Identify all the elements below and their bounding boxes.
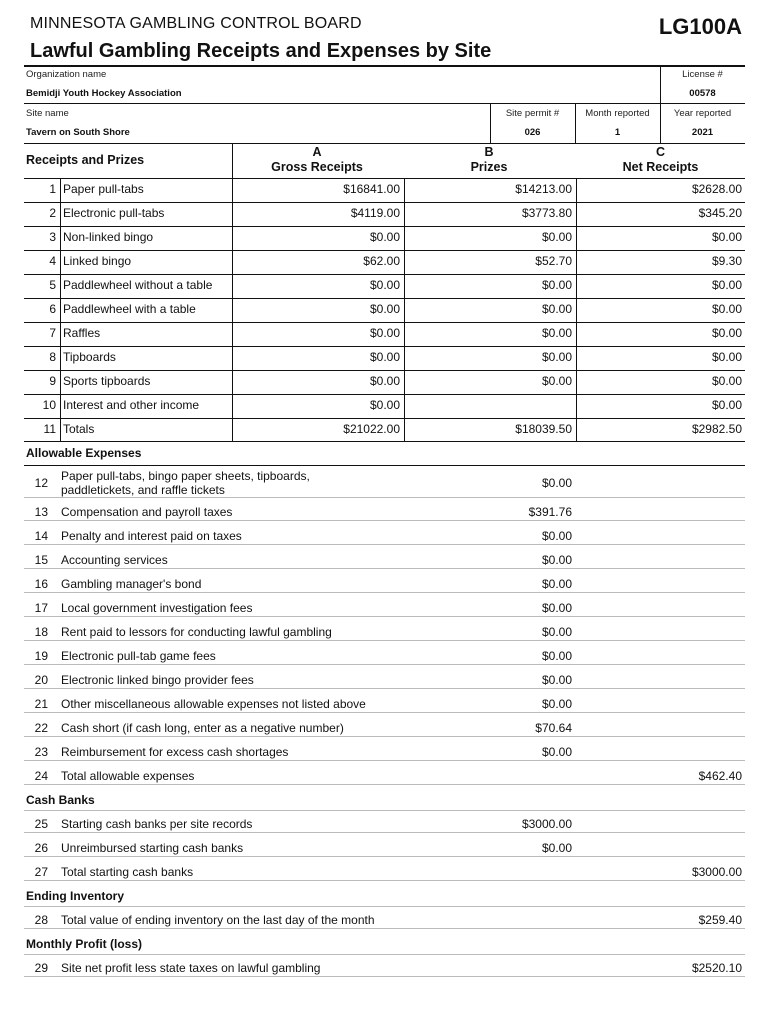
row-divider <box>24 568 745 569</box>
col-b-header <box>404 145 574 175</box>
line-number: 5 <box>49 278 56 292</box>
gross-receipts-value[interactable]: $0.00 <box>369 302 400 316</box>
expense-amount[interactable]: $0.00 <box>541 697 572 711</box>
row-divider <box>24 784 745 785</box>
net-receipts-value[interactable]: $2628.00 <box>691 182 742 196</box>
line-number: 11 <box>43 422 56 436</box>
net-receipts-value[interactable]: $0.00 <box>711 302 742 316</box>
form-id: LG100A <box>658 14 742 39</box>
line-number: 17 <box>34 601 48 615</box>
line-number: 15 <box>34 553 48 567</box>
net-receipts-value[interactable]: $0.00 <box>711 350 742 364</box>
line-number: 22 <box>34 721 48 735</box>
col-c-letter: C <box>655 145 666 159</box>
section-divider <box>24 810 745 811</box>
line-number: 10 <box>42 398 56 412</box>
month-reported-label: Month reported <box>585 108 650 119</box>
col-a-letter: A <box>312 145 322 159</box>
line-label: Gambling manager's bond <box>61 577 202 591</box>
line-number: 28 <box>34 913 48 927</box>
row-divider <box>24 712 745 713</box>
row-12-label <box>61 469 310 497</box>
row-divider <box>24 664 745 665</box>
row-divider <box>24 688 745 689</box>
line-label: Site net profit less state taxes on lawful gambling <box>61 961 321 975</box>
gross-receipts-value[interactable]: $0.00 <box>369 278 400 292</box>
prizes-value[interactable]: $0.00 <box>541 350 572 364</box>
prizes-value[interactable]: $0.00 <box>541 278 572 292</box>
prizes-value[interactable]: $14213.00 <box>515 182 572 196</box>
profit-section-label: Monthly Profit (loss) <box>26 937 142 951</box>
row-divider <box>24 298 745 299</box>
prizes-value[interactable]: $18039.50 <box>515 422 572 436</box>
line-number: 23 <box>34 745 48 759</box>
row-divider <box>24 736 745 737</box>
line-number: 2 <box>49 206 56 220</box>
col-a-title: Gross Receipts <box>271 160 363 174</box>
row-divider <box>24 616 745 617</box>
expense-amount[interactable]: $0.00 <box>541 601 572 615</box>
month-reported-value[interactable]: 1 <box>614 127 621 138</box>
expense-amount[interactable]: $0.00 <box>541 577 572 591</box>
prizes-value[interactable]: $0.00 <box>541 302 572 316</box>
line-number: 9 <box>49 374 56 388</box>
section-divider <box>24 906 745 907</box>
line-label: Totals <box>63 422 95 436</box>
net-receipts-value[interactable]: $2982.50 <box>691 422 742 436</box>
line-label: Total value of ending inventory on the last day of the month <box>61 913 375 927</box>
line-label: Reimbursement for excess cash shortages <box>61 745 289 759</box>
site-permit-value[interactable]: 026 <box>524 127 541 138</box>
site-name-value[interactable]: Tavern on South Shore <box>26 127 130 138</box>
gross-receipts-value[interactable]: $0.00 <box>369 350 400 364</box>
section-total[interactable]: $259.40 <box>698 913 742 927</box>
col-b-letter: B <box>484 145 494 159</box>
line-number: 7 <box>49 326 56 340</box>
site-permit-label: Site permit # <box>505 108 560 119</box>
line-number: 21 <box>34 697 48 711</box>
line-label: Paddlewheel with a table <box>63 302 196 316</box>
line-label: Non-linked bingo <box>63 230 154 244</box>
row-divider <box>24 760 745 761</box>
col-c-title: Net Receipts <box>622 160 699 174</box>
expense-amount[interactable]: $0.00 <box>541 625 572 639</box>
row-divider <box>24 928 745 929</box>
line-label: Tipboards <box>63 350 116 364</box>
row-divider <box>24 520 745 521</box>
line-number: 4 <box>49 254 56 268</box>
gross-receipts-value[interactable]: $0.00 <box>369 326 400 340</box>
row-divider <box>24 394 745 395</box>
gross-receipts-value[interactable]: $16841.00 <box>343 182 400 196</box>
line-number: 20 <box>34 673 48 687</box>
line-label: Total starting cash banks <box>61 865 194 879</box>
line-number: 6 <box>49 302 56 316</box>
net-receipts-value[interactable]: $9.30 <box>711 254 742 268</box>
net-receipts-value[interactable]: $0.00 <box>711 278 742 292</box>
org-name-label: Organization name <box>26 69 107 80</box>
line-label: Starting cash banks per site records <box>61 817 253 831</box>
expense-amount[interactable]: $0.00 <box>541 476 572 490</box>
row-divider <box>24 346 745 347</box>
section-amount[interactable]: $0.00 <box>541 841 572 855</box>
inventory-section-label: Ending Inventory <box>26 889 125 903</box>
row-divider <box>24 274 745 275</box>
row-divider <box>24 370 745 371</box>
line-number: 1 <box>49 182 56 196</box>
row-divider <box>24 640 745 641</box>
prizes-value[interactable]: $52.70 <box>535 254 572 268</box>
gross-receipts-value[interactable]: $0.00 <box>369 398 400 412</box>
row-divider <box>24 202 745 203</box>
net-receipts-value[interactable]: $0.00 <box>711 374 742 388</box>
row-12-label-line1: Paper pull-tabs, bingo paper sheets, tipboards, <box>61 469 310 483</box>
line-label: Cash short (if cash long, enter as a negative number) <box>61 721 344 735</box>
cash-banks-section-label: Cash Banks <box>26 793 95 807</box>
line-number: 18 <box>34 625 48 639</box>
prizes-value[interactable]: $0.00 <box>541 326 572 340</box>
line-label: Unreimbursed starting cash banks <box>61 841 244 855</box>
net-receipts-value[interactable]: $345.20 <box>698 206 742 220</box>
line-label: Electronic linked bingo provider fees <box>61 673 254 687</box>
license-label: License # <box>682 69 723 80</box>
row-divider <box>24 418 745 419</box>
line-label: Electronic pull-tab game fees <box>61 649 216 663</box>
expense-amount[interactable]: $0.00 <box>541 553 572 567</box>
line-label: Total allowable expenses <box>61 769 195 783</box>
line-label: Sports tipboards <box>63 374 151 388</box>
row-divider <box>24 832 745 833</box>
expense-amount[interactable]: $0.00 <box>541 649 572 663</box>
row-divider <box>24 250 745 251</box>
net-receipts-value[interactable]: $0.00 <box>711 230 742 244</box>
line-label: Linked bingo <box>63 254 132 268</box>
gross-receipts-value[interactable]: $4119.00 <box>350 206 400 220</box>
gross-receipts-value[interactable]: $0.00 <box>369 230 400 244</box>
line-number: 29 <box>34 961 48 975</box>
col-b-title: Prizes <box>470 160 508 174</box>
row-divider <box>24 178 745 179</box>
net-receipts-value[interactable]: $0.00 <box>711 326 742 340</box>
line-label: Paper pull-tabs <box>63 182 144 196</box>
gross-receipts-value[interactable]: $21022.00 <box>343 422 400 436</box>
year-reported-value[interactable]: 2021 <box>691 127 714 138</box>
section-total[interactable]: $3000.00 <box>691 865 742 879</box>
row-12-label-line2: paddletickets, and raffle tickets <box>61 483 225 497</box>
expense-amount[interactable]: $391.76 <box>528 505 572 519</box>
row-divider <box>24 976 745 977</box>
line-label: Penalty and interest paid on taxes <box>61 529 242 543</box>
expenses-section-label: Allowable Expenses <box>26 446 142 460</box>
expense-amount[interactable]: $70.64 <box>535 721 572 735</box>
row-divider <box>24 880 745 881</box>
line-number: 19 <box>34 649 48 663</box>
expense-amount[interactable]: $0.00 <box>541 745 572 759</box>
agency-name: MINNESOTA GAMBLING CONTROL BOARD <box>30 15 362 32</box>
col-c-header <box>576 145 745 175</box>
org-name-value[interactable]: Bemidji Youth Hockey Association <box>26 88 182 99</box>
line-label: Paddlewheel without a table <box>63 278 213 292</box>
row-divider <box>24 226 745 227</box>
section-total[interactable]: $2520.10 <box>691 961 742 975</box>
prizes-value[interactable]: $3773.80 <box>521 206 572 220</box>
row-divider <box>24 497 745 498</box>
prizes-value[interactable]: $0.00 <box>541 230 572 244</box>
col-a-header <box>232 145 402 175</box>
receipts-section-label: Receipts and Prizes <box>26 153 145 167</box>
expense-amount[interactable]: $0.00 <box>541 529 572 543</box>
site-name-label: Site name <box>26 108 69 119</box>
line-number: 25 <box>34 817 48 831</box>
gross-receipts-value[interactable]: $0.00 <box>369 374 400 388</box>
license-value[interactable]: 00578 <box>689 88 716 99</box>
line-number: 27 <box>34 865 48 879</box>
prizes-value[interactable]: $0.00 <box>541 374 572 388</box>
line-label: Other miscellaneous allowable expenses not listed above <box>61 697 366 711</box>
line-label: Raffles <box>63 326 101 340</box>
year-reported-label: Year reported <box>673 108 732 119</box>
line-number: 26 <box>34 841 48 855</box>
line-number: 16 <box>34 577 48 591</box>
line-label: Electronic pull-tabs <box>63 206 165 220</box>
line-number: 12 <box>34 476 48 490</box>
line-label: Accounting services <box>61 553 168 567</box>
line-label: Local government investigation fees <box>61 601 253 615</box>
row-divider <box>24 856 745 857</box>
line-number: 3 <box>49 230 56 244</box>
line-number: 13 <box>34 505 48 519</box>
expense-amount[interactable]: $0.00 <box>541 673 572 687</box>
net-receipts-value[interactable]: $0.00 <box>711 398 742 412</box>
form-title: Lawful Gambling Receipts and Expenses by Site <box>30 40 492 62</box>
expense-total[interactable]: $462.40 <box>698 769 742 783</box>
row-divider <box>24 592 745 593</box>
line-number: 8 <box>49 350 56 364</box>
row-divider <box>24 544 745 545</box>
line-label: Compensation and payroll taxes <box>61 505 233 519</box>
line-label: Interest and other income <box>63 398 200 412</box>
row-divider <box>24 322 745 323</box>
line-number: 14 <box>34 529 48 543</box>
line-label: Rent paid to lessors for conducting lawful gambling <box>61 625 332 639</box>
gross-receipts-value[interactable]: $62.00 <box>363 254 400 268</box>
line-number: 24 <box>34 769 48 783</box>
section-divider <box>24 954 745 955</box>
section-amount[interactable]: $3000.00 <box>521 817 572 831</box>
